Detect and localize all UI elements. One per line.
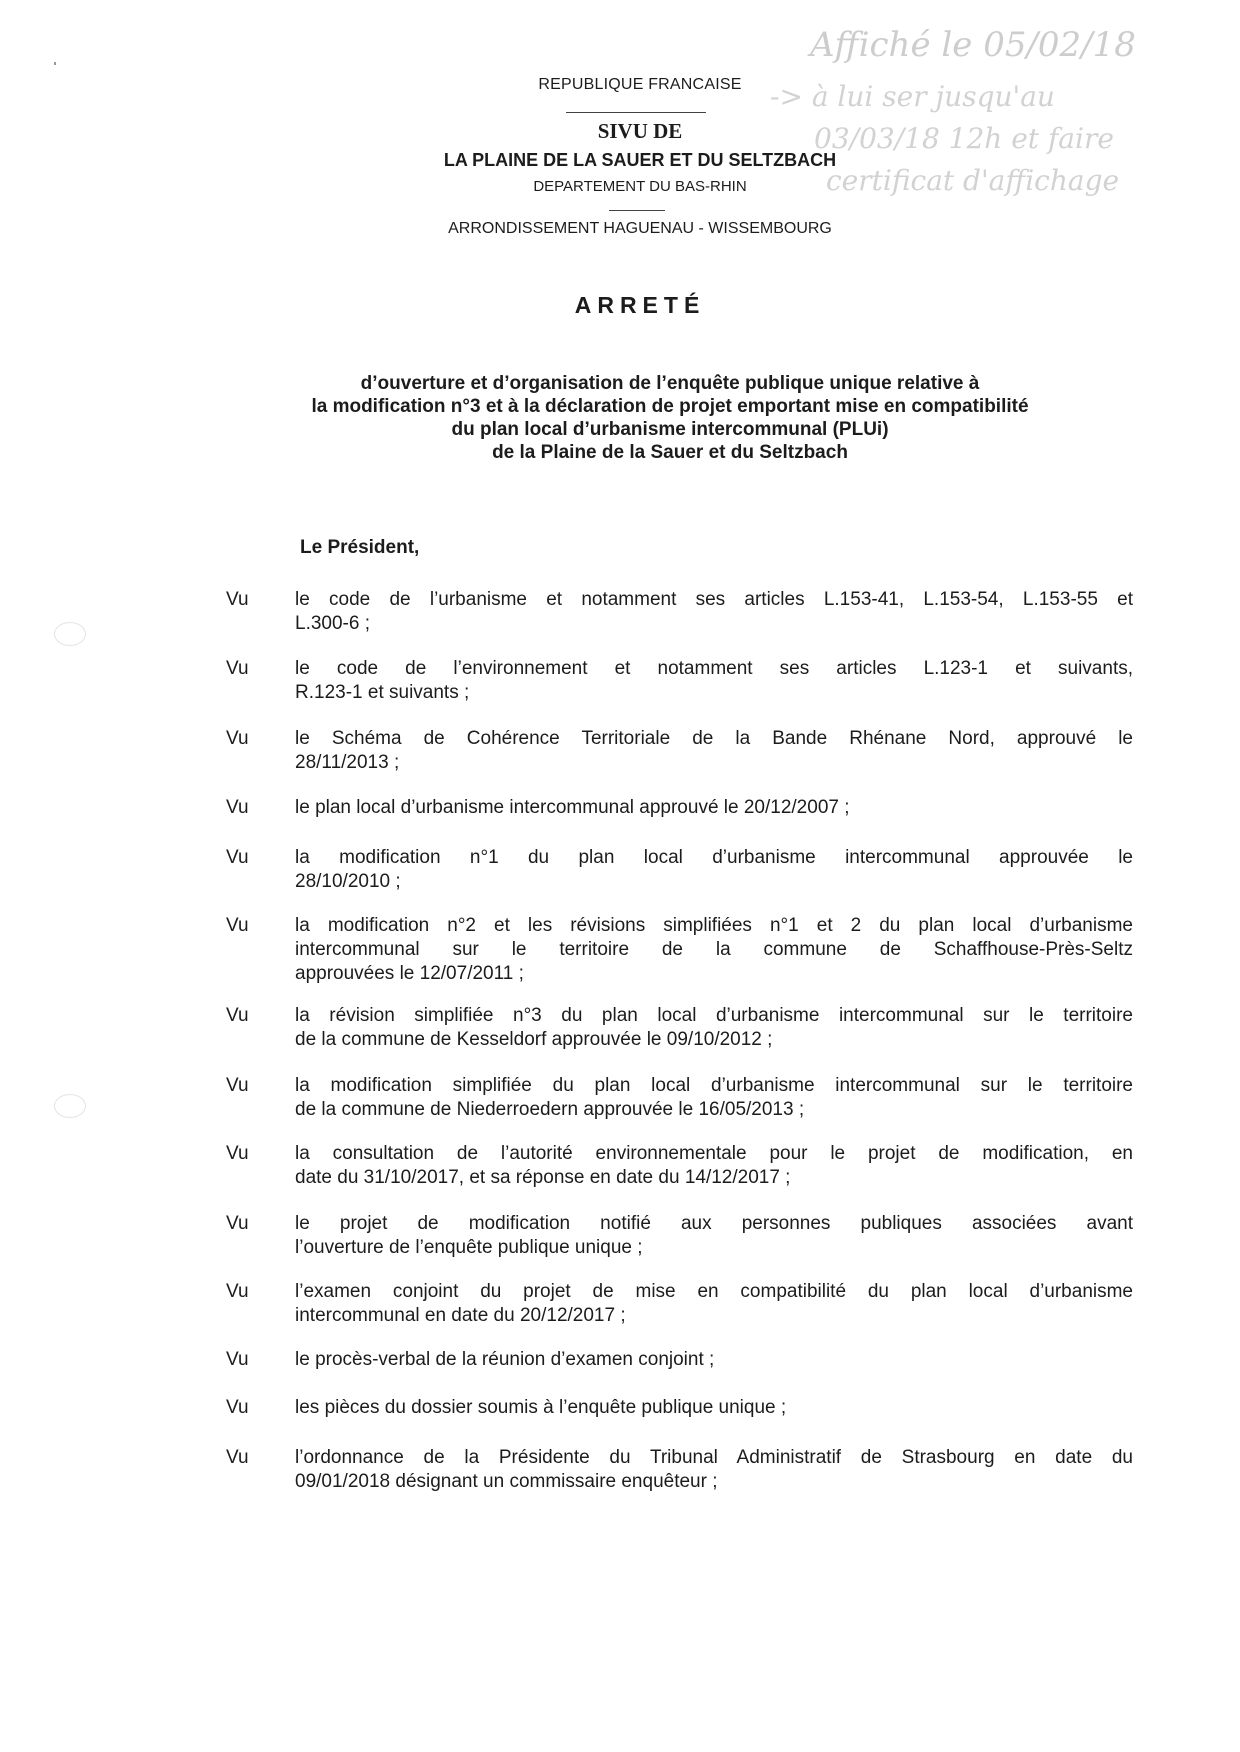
consideration-line: le projet de modification notifié aux personnes publiques associées avant — [295, 1213, 1133, 1234]
consideration-line: de la commune de Niederroedern approuvée le 16/05/2013 ; — [295, 1099, 805, 1120]
svg-text:certificat d'affichage: certificat d'affichage — [826, 164, 1120, 197]
vu-label: Vu — [226, 1281, 249, 1302]
header-departement: DEPARTEMENT DU BAS-RHIN — [533, 178, 747, 195]
consideration-text — [295, 1280, 1133, 1328]
consideration-line: 09/01/2018 désignant un commissaire enquêteur ; — [295, 1471, 718, 1492]
vu-label: Vu — [226, 847, 249, 868]
svg-text:03/03/18 12h et faire: 03/03/18 12h et faire — [814, 122, 1114, 155]
document-title: ARRETÉ — [574, 292, 706, 318]
consideration-text — [295, 846, 1133, 894]
consideration-line: le Schéma de Cohérence Territoriale de la Bande Rhénane Nord, approuvé le — [295, 728, 1133, 749]
consideration-line: le procès-verbal de la réunion d’examen conjoint ; — [295, 1349, 715, 1370]
consideration-text — [295, 1446, 1133, 1494]
consideration-text — [295, 1004, 1133, 1052]
consideration-line: la modification n°1 du plan local d’urbanisme intercommunal approuvée le — [295, 847, 1133, 868]
consideration-line: la modification simplifiée du plan local d’urbanisme intercommunal sur le territoire — [295, 1075, 1133, 1096]
punch-hole-mark — [54, 622, 86, 646]
consideration-line: approuvées le 12/07/2011 ; — [295, 963, 524, 984]
consideration-text — [295, 727, 1133, 775]
handwritten-note — [770, 14, 1230, 204]
consideration-line: la révision simplifiée n°3 du plan local d’urbanisme intercommunal sur le territoire — [295, 1005, 1133, 1026]
document-subject — [200, 372, 1140, 464]
vu-label: Vu — [226, 1005, 249, 1026]
subject-line: d’ouverture et d’organisation de l’enquête publique unique relative à — [360, 373, 980, 394]
vu-label: Vu — [226, 728, 249, 749]
subject-line: du plan local d’urbanisme intercommunal (PLUi) — [451, 419, 889, 440]
consideration-line: le code de l’urbanisme et notamment ses articles L.153-41, L.153-54, L.153-55 et — [295, 589, 1133, 610]
vu-label: Vu — [226, 797, 249, 818]
header-republique: REPUBLIQUE FRANCAISE — [538, 76, 742, 93]
consideration-line: les pièces du dossier soumis à l’enquête publique unique ; — [295, 1397, 787, 1418]
consideration-text — [295, 796, 1133, 820]
consideration-line: intercommunal sur le territoire de la commune de Schaffhouse-Près-Seltz — [295, 939, 1133, 960]
header-divider — [566, 112, 706, 113]
consideration-line: de la commune de Kesseldorf approuvée le 09/10/2012 ; — [295, 1029, 773, 1050]
scan-speck — [54, 62, 56, 65]
consideration-line: l’ordonnance de la Présidente du Tribunal Administratif de Strasbourg en date du — [295, 1447, 1133, 1468]
consideration-line: intercommunal en date du 20/12/2017 ; — [295, 1305, 626, 1326]
consideration-line: la consultation de l’autorité environnementale pour le projet de modification, en — [295, 1143, 1133, 1164]
consideration-text — [295, 1212, 1133, 1260]
svg-text:Affiché le 05/02/18: Affiché le 05/02/18 — [810, 25, 1136, 65]
consideration-text — [295, 588, 1133, 636]
consideration-line: 28/10/2010 ; — [295, 871, 401, 892]
consideration-text — [295, 914, 1133, 986]
consideration-text — [295, 1348, 1133, 1372]
vu-label: Vu — [226, 658, 249, 679]
consideration-line: L.300-6 ; — [295, 613, 370, 634]
header-organisation: LA PLAINE DE LA SAUER ET DU SELTZBACH — [443, 150, 837, 170]
president-heading: Le Président, — [300, 537, 420, 558]
vu-label: Vu — [226, 915, 249, 936]
header-sivu: SIVU DE — [597, 119, 683, 143]
punch-hole-mark — [54, 1094, 86, 1118]
consideration-line: l’examen conjoint du projet de mise en compatibilité du plan local d’urbanisme — [295, 1281, 1133, 1302]
header-divider — [609, 210, 665, 211]
vu-label: Vu — [226, 1213, 249, 1234]
consideration-line: date du 31/10/2017, et sa réponse en date du 14/12/2017 ; — [295, 1167, 791, 1188]
subject-line: la modification n°3 et à la déclaration de projet emportant mise en compatibilité — [311, 396, 1029, 417]
vu-label: Vu — [226, 1075, 249, 1096]
consideration-text — [295, 1074, 1133, 1122]
vu-label: Vu — [226, 1143, 249, 1164]
consideration-line: le plan local d’urbanisme intercommunal approuvé le 20/12/2007 ; — [295, 797, 850, 818]
svg-text:-> à lui ser jusqu'au: -> à lui ser jusqu'au — [770, 80, 1055, 113]
consideration-line: 28/11/2013 ; — [295, 752, 400, 773]
vu-label: Vu — [226, 1397, 249, 1418]
subject-line: de la Plaine de la Sauer et du Seltzbach — [492, 442, 848, 463]
consideration-text — [295, 657, 1133, 705]
vu-label: Vu — [226, 589, 249, 610]
vu-label: Vu — [226, 1447, 249, 1468]
consideration-line: R.123-1 et suivants ; — [295, 682, 470, 703]
consideration-line: l’ouverture de l’enquête publique unique ; — [295, 1237, 643, 1258]
consideration-line: le code de l’environnement et notamment ses articles L.123-1 et suivants, — [295, 658, 1133, 679]
vu-label: Vu — [226, 1349, 249, 1370]
consideration-text — [295, 1396, 1133, 1420]
consideration-line: la modification n°2 et les révisions simplifiées n°1 et 2 du plan local d’urbanisme — [295, 915, 1133, 936]
header-arrondissement: ARRONDISSEMENT HAGUENAU - WISSEMBOURG — [448, 220, 832, 237]
consideration-text — [295, 1142, 1133, 1190]
